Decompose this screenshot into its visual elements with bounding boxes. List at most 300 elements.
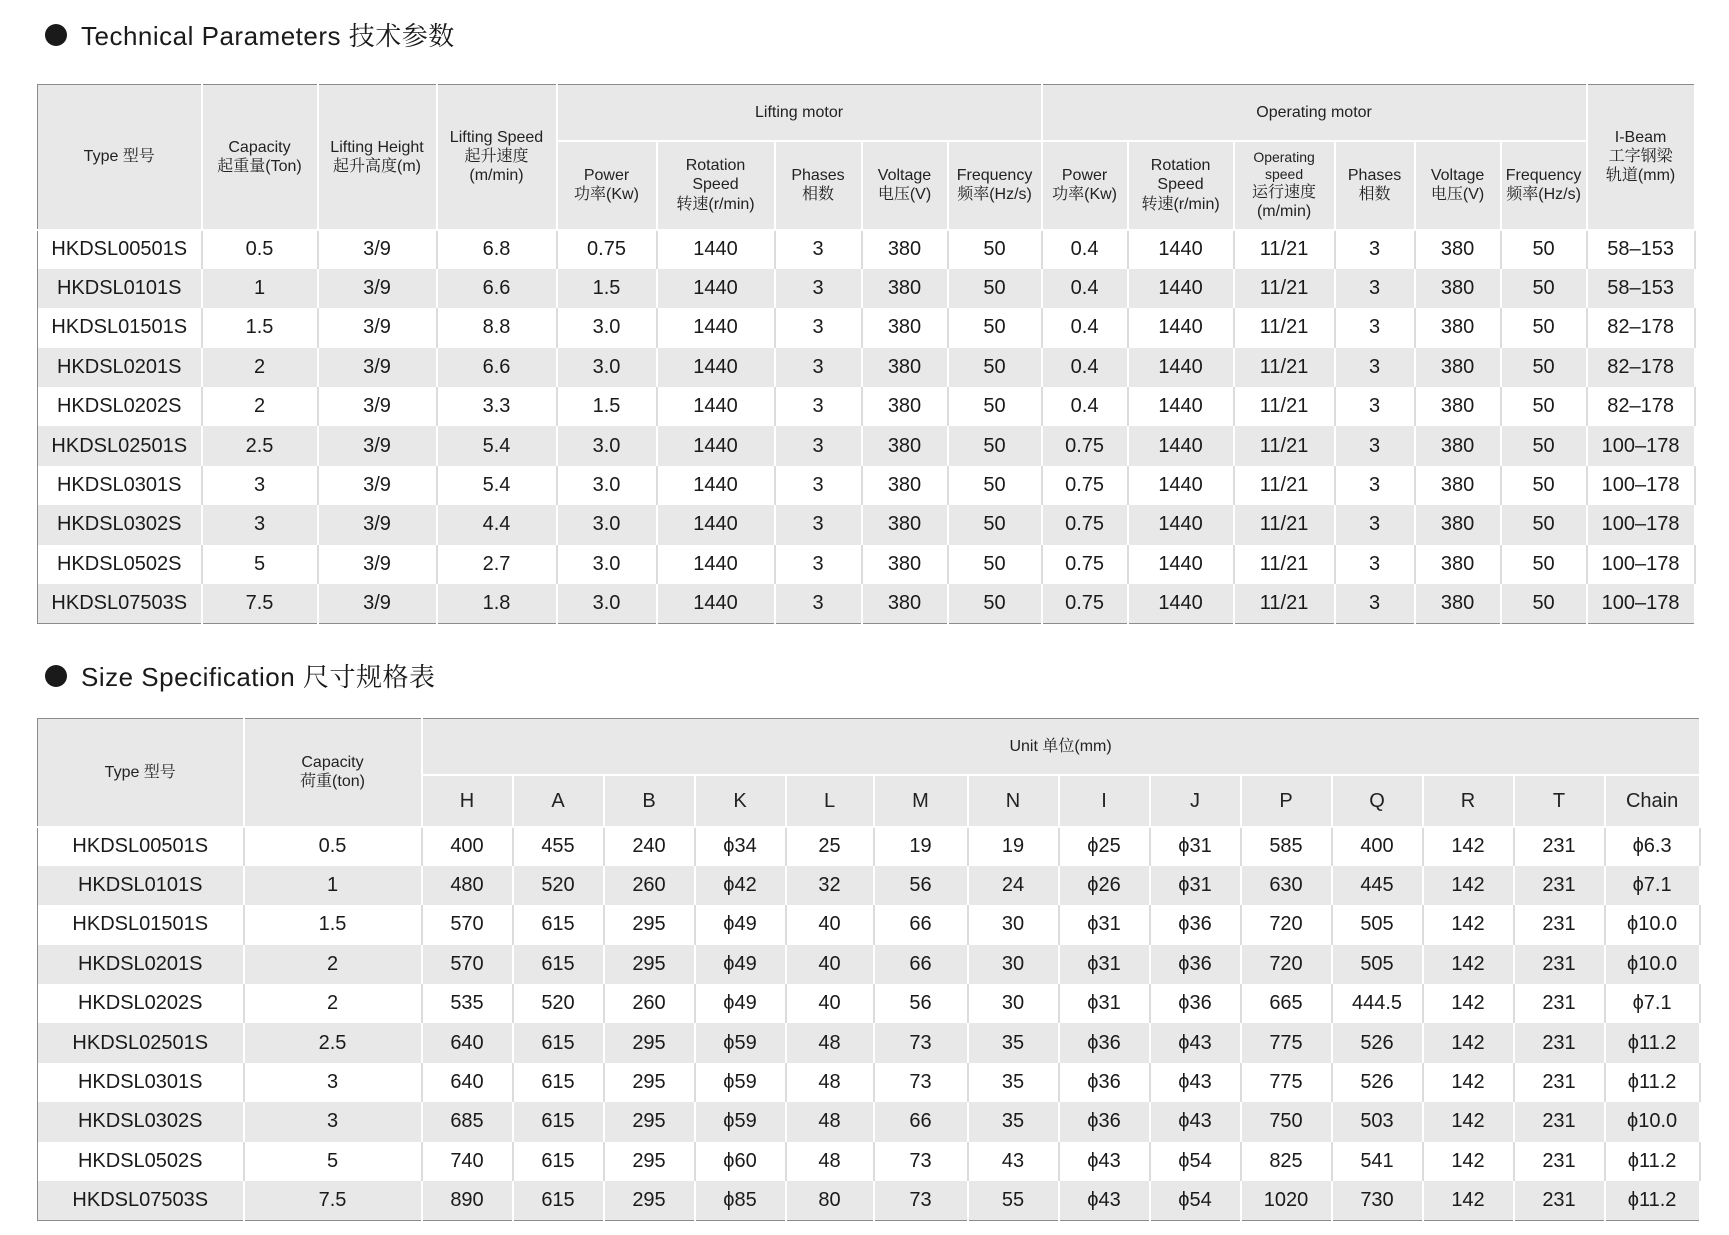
table-cell: 3	[1335, 269, 1415, 308]
table-cell: 570	[422, 905, 513, 944]
table-cell: 231	[1514, 1181, 1605, 1220]
header-capacity: Capacity 荷重(ton)	[244, 719, 422, 827]
table-cell: 58–153	[1587, 230, 1695, 269]
table-cell: 50	[1501, 269, 1587, 308]
table-cell: 503	[1332, 1102, 1423, 1141]
table-cell: 82–178	[1587, 348, 1695, 387]
table-cell: ϕ7.1	[1605, 866, 1700, 905]
table-cell: 11/21	[1234, 230, 1335, 269]
table-cell: 35	[968, 1063, 1059, 1102]
table-cell: 380	[1415, 308, 1501, 347]
table-cell: ϕ36	[1150, 905, 1241, 944]
table-cell: ϕ43	[1059, 1181, 1150, 1220]
table-cell: 3	[775, 584, 862, 623]
table-cell: 3	[1335, 387, 1415, 426]
table-cell: 1.5	[244, 905, 422, 944]
table-cell: 7.5	[202, 584, 318, 623]
table-cell: 231	[1514, 827, 1605, 866]
table-cell: 2.7	[437, 545, 557, 584]
table-row	[38, 230, 1695, 269]
table-cell: 3.0	[557, 584, 657, 623]
table-cell: ϕ10.0	[1605, 945, 1700, 984]
table-cell: 3	[775, 466, 862, 505]
table-cell: 380	[862, 505, 948, 544]
table-cell: 480	[422, 866, 513, 905]
table-cell: 19	[968, 827, 1059, 866]
table-row	[38, 1023, 1700, 1062]
table-row	[38, 905, 1700, 944]
table-cell: 231	[1514, 945, 1605, 984]
table-cell: 615	[513, 1023, 604, 1062]
header-lm-power: Power 功率(Kw)	[557, 141, 657, 230]
table-cell: 3	[775, 545, 862, 584]
table-cell: 11/21	[1234, 308, 1335, 347]
table-cell: ϕ43	[1150, 1102, 1241, 1141]
table-cell: 25	[786, 827, 874, 866]
table-cell: 50	[1501, 584, 1587, 623]
table-cell: 0.4	[1042, 348, 1128, 387]
table-cell: 3.0	[557, 426, 657, 465]
table-cell: 8.8	[437, 308, 557, 347]
table-cell: 50	[1501, 348, 1587, 387]
table-cell: ϕ26	[1059, 866, 1150, 905]
table-cell: 1440	[1128, 545, 1234, 584]
table-cell: 30	[968, 984, 1059, 1023]
table-cell: ϕ60	[695, 1142, 786, 1181]
table-cell: 1440	[1128, 426, 1234, 465]
table-cell: 142	[1423, 1102, 1514, 1141]
table-cell: 1440	[1128, 348, 1234, 387]
table-cell: 100–178	[1587, 584, 1695, 623]
table-cell: 142	[1423, 1181, 1514, 1220]
table-cell: 1440	[1128, 387, 1234, 426]
table-cell: 541	[1332, 1142, 1423, 1181]
table-cell: 3/9	[318, 466, 437, 505]
type-cell: HKDSL0201S	[38, 945, 244, 984]
technical-parameters-table	[37, 84, 1696, 624]
header-unit: Unit 单位(mm)	[422, 719, 1700, 775]
table-cell: 445	[1332, 866, 1423, 905]
table-cell: 295	[604, 1142, 695, 1181]
table-cell: 3	[775, 269, 862, 308]
table-cell: 4.4	[437, 505, 557, 544]
table-cell: 3	[775, 505, 862, 544]
table-cell: 240	[604, 827, 695, 866]
table-cell: 380	[1415, 426, 1501, 465]
table-cell: 0.75	[557, 230, 657, 269]
table-cell: 3	[1335, 426, 1415, 465]
table-cell: 24	[968, 866, 1059, 905]
type-cell: HKDSL0502S	[38, 545, 202, 584]
table-cell: 50	[948, 230, 1042, 269]
header-lm-frequency: Frequency 频率(Hz/s)	[948, 141, 1042, 230]
table-cell: 380	[1415, 230, 1501, 269]
table-cell: 11/21	[1234, 584, 1335, 623]
table-cell: ϕ49	[695, 945, 786, 984]
table-cell: 0.75	[1042, 505, 1128, 544]
type-cell: HKDSL0302S	[38, 1102, 244, 1141]
table-cell: 615	[513, 1181, 604, 1220]
table-cell: 30	[968, 945, 1059, 984]
type-cell: HKDSL07503S	[38, 1181, 244, 1220]
table-cell: 400	[422, 827, 513, 866]
table-cell: 48	[786, 1142, 874, 1181]
table-cell: 0.5	[244, 827, 422, 866]
table-cell: 640	[422, 1023, 513, 1062]
size-specification-body	[38, 827, 1700, 1221]
table-cell: ϕ43	[1150, 1063, 1241, 1102]
table-cell: 3	[202, 466, 318, 505]
bullet-icon	[45, 24, 67, 46]
table-cell: 380	[862, 584, 948, 623]
table-cell: 231	[1514, 1102, 1605, 1141]
type-cell: HKDSL0202S	[38, 387, 202, 426]
table-cell: 3.0	[557, 505, 657, 544]
table-cell: ϕ31	[1150, 866, 1241, 905]
table-cell: 50	[1501, 466, 1587, 505]
table-cell: 48	[786, 1063, 874, 1102]
table-cell: 380	[862, 426, 948, 465]
table-cell: 380	[1415, 387, 1501, 426]
header-dimension: K	[695, 775, 786, 827]
table-cell: 50	[1501, 308, 1587, 347]
table-cell: 1440	[1128, 505, 1234, 544]
table-cell: 526	[1332, 1063, 1423, 1102]
table-cell: 1440	[1128, 584, 1234, 623]
table-cell: 100–178	[1587, 466, 1695, 505]
table-cell: 295	[604, 1023, 695, 1062]
header-lm-voltage: Voltage 电压(V)	[862, 141, 948, 230]
technical-parameters-body	[38, 230, 1695, 624]
type-cell: HKDSL02501S	[38, 1023, 244, 1062]
table-cell: 0.4	[1042, 269, 1128, 308]
table-cell: 3.3	[437, 387, 557, 426]
table-cell: 3/9	[318, 387, 437, 426]
header-om-voltage: Voltage 电压(V)	[1415, 141, 1501, 230]
table-cell: ϕ85	[695, 1181, 786, 1220]
table-cell: 50	[1501, 387, 1587, 426]
table-row	[38, 387, 1695, 426]
table-cell: 1.5	[202, 308, 318, 347]
table-cell: 1440	[657, 426, 775, 465]
table-cell: 35	[968, 1102, 1059, 1141]
table-cell: 1	[202, 269, 318, 308]
table-cell: 11/21	[1234, 269, 1335, 308]
table-cell: ϕ36	[1150, 984, 1241, 1023]
header-dimension: R	[1423, 775, 1514, 827]
table-cell: ϕ11.2	[1605, 1181, 1700, 1220]
table-cell: 48	[786, 1102, 874, 1141]
section-title: Size Specification 尺寸规格表	[81, 662, 436, 692]
table-cell: ϕ54	[1150, 1142, 1241, 1181]
section-heading-size-specification	[45, 657, 435, 694]
table-cell: 1.5	[557, 269, 657, 308]
type-cell: HKDSL00501S	[38, 827, 244, 866]
table-cell: 380	[1415, 584, 1501, 623]
table-cell: ϕ49	[695, 905, 786, 944]
table-row	[38, 866, 1700, 905]
table-cell: 50	[1501, 545, 1587, 584]
type-cell: HKDSL0101S	[38, 866, 244, 905]
header-dimension: N	[968, 775, 1059, 827]
table-cell: 0.4	[1042, 230, 1128, 269]
header-dimension: Q	[1332, 775, 1423, 827]
table-cell: 1440	[657, 505, 775, 544]
type-cell: HKDSL00501S	[38, 230, 202, 269]
table-row	[38, 308, 1695, 347]
table-cell: 3	[775, 426, 862, 465]
table-cell: 1	[244, 866, 422, 905]
table-cell: 1.5	[557, 387, 657, 426]
table-cell: 50	[1501, 230, 1587, 269]
table-cell: 3	[244, 1102, 422, 1141]
table-cell: 3	[1335, 230, 1415, 269]
table-cell: 2.5	[202, 426, 318, 465]
table-cell: 3	[775, 308, 862, 347]
table-cell: 3	[202, 505, 318, 544]
table-cell: ϕ54	[1150, 1181, 1241, 1220]
header-lifting-motor: Lifting motor	[557, 85, 1042, 141]
header-dimension: Chain	[1605, 775, 1700, 827]
table-cell: 7.5	[244, 1181, 422, 1220]
table-cell: 142	[1423, 984, 1514, 1023]
table-cell: 0.75	[1042, 466, 1128, 505]
section-title: Technical Parameters 技术参数	[81, 21, 455, 51]
header-om-power: Power 功率(Kw)	[1042, 141, 1128, 230]
table-cell: 1440	[657, 584, 775, 623]
table-cell: 3	[1335, 545, 1415, 584]
header-dimension: A	[513, 775, 604, 827]
table-cell: 55	[968, 1181, 1059, 1220]
table-row	[38, 1181, 1700, 1220]
type-cell: HKDSL0202S	[38, 984, 244, 1023]
table-cell: 1440	[657, 348, 775, 387]
header-lifting-speed: Lifting Speed 起升速度 (m/min)	[437, 85, 557, 230]
table-cell: 890	[422, 1181, 513, 1220]
table-row	[38, 1142, 1700, 1181]
table-cell: 505	[1332, 905, 1423, 944]
table-cell: 380	[862, 545, 948, 584]
table-cell: 380	[1415, 505, 1501, 544]
table-cell: 380	[1415, 348, 1501, 387]
table-cell: 40	[786, 984, 874, 1023]
table-cell: 3	[1335, 348, 1415, 387]
table-cell: 3/9	[318, 348, 437, 387]
table-cell: 615	[513, 945, 604, 984]
header-dimension: T	[1514, 775, 1605, 827]
table-cell: 295	[604, 1102, 695, 1141]
table-cell: 5	[202, 545, 318, 584]
table-cell: 5.4	[437, 426, 557, 465]
type-cell: HKDSL01501S	[38, 905, 244, 944]
table-cell: 73	[874, 1142, 968, 1181]
table-cell: 2	[202, 387, 318, 426]
table-cell: 0.4	[1042, 387, 1128, 426]
table-cell: 2	[244, 945, 422, 984]
type-cell: HKDSL0301S	[38, 1063, 244, 1102]
table-cell: 50	[948, 426, 1042, 465]
table-row	[38, 348, 1695, 387]
table-cell: 400	[1332, 827, 1423, 866]
type-cell: HKDSL07503S	[38, 584, 202, 623]
table-cell: ϕ31	[1059, 905, 1150, 944]
table-cell: 100–178	[1587, 426, 1695, 465]
table-cell: 11/21	[1234, 545, 1335, 584]
type-cell: HKDSL0101S	[38, 269, 202, 308]
table-cell: 3	[775, 348, 862, 387]
table-cell: 80	[786, 1181, 874, 1220]
table-cell: 3.0	[557, 348, 657, 387]
header-dimension: B	[604, 775, 695, 827]
header-dimension: M	[874, 775, 968, 827]
table-row	[38, 827, 1700, 866]
table-cell: ϕ43	[1059, 1142, 1150, 1181]
table-cell: ϕ34	[695, 827, 786, 866]
table-cell: 66	[874, 905, 968, 944]
table-cell: ϕ59	[695, 1023, 786, 1062]
table-cell: 50	[948, 505, 1042, 544]
header-om-frequency: Frequency 频率(Hz/s)	[1501, 141, 1587, 230]
table-cell: ϕ11.2	[1605, 1023, 1700, 1062]
table-row	[38, 505, 1695, 544]
table-cell: 231	[1514, 866, 1605, 905]
table-cell: 73	[874, 1181, 968, 1220]
table-cell: 11/21	[1234, 348, 1335, 387]
table-row	[38, 426, 1695, 465]
table-cell: 142	[1423, 1023, 1514, 1062]
table-cell: 526	[1332, 1023, 1423, 1062]
type-cell: HKDSL0302S	[38, 505, 202, 544]
table-cell: 100–178	[1587, 505, 1695, 544]
table-cell: 640	[422, 1063, 513, 1102]
table-cell: 2.5	[244, 1023, 422, 1062]
table-cell: 50	[948, 308, 1042, 347]
table-cell: 1440	[657, 230, 775, 269]
table-cell: 685	[422, 1102, 513, 1141]
table-cell: 66	[874, 945, 968, 984]
table-cell: 570	[422, 945, 513, 984]
table-cell: ϕ42	[695, 866, 786, 905]
table-cell: 1440	[657, 545, 775, 584]
table-cell: ϕ43	[1150, 1023, 1241, 1062]
table-cell: 1440	[1128, 308, 1234, 347]
table-cell: 1440	[657, 308, 775, 347]
table-cell: 231	[1514, 1063, 1605, 1102]
table-row	[38, 1102, 1700, 1141]
table-cell: 1020	[1241, 1181, 1332, 1220]
table-row	[38, 466, 1695, 505]
table-cell: 40	[786, 945, 874, 984]
table-cell: ϕ31	[1059, 984, 1150, 1023]
table-cell: 231	[1514, 1023, 1605, 1062]
table-cell: 1440	[657, 269, 775, 308]
table-cell: 50	[948, 348, 1042, 387]
table-cell: 380	[1415, 466, 1501, 505]
table-cell: 295	[604, 1063, 695, 1102]
table-cell: 142	[1423, 827, 1514, 866]
table-cell: 142	[1423, 866, 1514, 905]
header-dimension: P	[1241, 775, 1332, 827]
type-cell: HKDSL01501S	[38, 308, 202, 347]
table-cell: 50	[1501, 426, 1587, 465]
table-row	[38, 984, 1700, 1023]
table-cell: 11/21	[1234, 466, 1335, 505]
table-cell: 825	[1241, 1142, 1332, 1181]
header-lifting-height: Lifting Height 起升高度(m)	[318, 85, 437, 230]
type-cell: HKDSL0502S	[38, 1142, 244, 1181]
table-cell: 665	[1241, 984, 1332, 1023]
table-cell: 142	[1423, 905, 1514, 944]
table-cell: 73	[874, 1023, 968, 1062]
table-cell: 1440	[1128, 269, 1234, 308]
table-cell: 1.8	[437, 584, 557, 623]
table-cell: 19	[874, 827, 968, 866]
table-cell: 231	[1514, 1142, 1605, 1181]
table-cell: 295	[604, 905, 695, 944]
table-cell: 11/21	[1234, 387, 1335, 426]
table-cell: ϕ11.2	[1605, 1142, 1700, 1181]
table-cell: 295	[604, 945, 695, 984]
table-cell: 380	[862, 230, 948, 269]
header-type: Type 型号	[38, 85, 202, 230]
table-cell: 73	[874, 1063, 968, 1102]
table-cell: 0.75	[1042, 426, 1128, 465]
table-cell: 100–178	[1587, 545, 1695, 584]
table-cell: 380	[862, 308, 948, 347]
table-cell: 380	[862, 348, 948, 387]
table-cell: 3.0	[557, 308, 657, 347]
table-cell: ϕ11.2	[1605, 1063, 1700, 1102]
table-cell: 30	[968, 905, 1059, 944]
table-cell: 11/21	[1234, 505, 1335, 544]
table-cell: 40	[786, 905, 874, 944]
header-dimension: H	[422, 775, 513, 827]
table-cell: 630	[1241, 866, 1332, 905]
table-cell: 3/9	[318, 308, 437, 347]
table-cell: 0.5	[202, 230, 318, 269]
table-cell: 3/9	[318, 426, 437, 465]
table-cell: 775	[1241, 1023, 1332, 1062]
table-cell: 615	[513, 905, 604, 944]
table-cell: 3	[1335, 505, 1415, 544]
table-cell: 3/9	[318, 505, 437, 544]
table-cell: 444.5	[1332, 984, 1423, 1023]
table-cell: ϕ49	[695, 984, 786, 1023]
table-cell: 50	[948, 466, 1042, 505]
table-cell: 32	[786, 866, 874, 905]
table-cell: 3	[775, 230, 862, 269]
table-cell: 66	[874, 1102, 968, 1141]
table-cell: ϕ36	[1059, 1023, 1150, 1062]
table-cell: 380	[1415, 545, 1501, 584]
table-cell: 3	[1335, 466, 1415, 505]
table-cell: 380	[862, 387, 948, 426]
table-cell: 720	[1241, 945, 1332, 984]
table-cell: 380	[1415, 269, 1501, 308]
header-operating-motor: Operating motor	[1042, 85, 1587, 141]
table-cell: 380	[862, 466, 948, 505]
table-cell: 720	[1241, 905, 1332, 944]
type-cell: HKDSL02501S	[38, 426, 202, 465]
table-cell: 615	[513, 1063, 604, 1102]
table-cell: 56	[874, 984, 968, 1023]
header-type: Type 型号	[38, 719, 244, 827]
header-capacity: Capacity 起重量(Ton)	[202, 85, 318, 230]
table-cell: 3.0	[557, 466, 657, 505]
table-cell: 2	[244, 984, 422, 1023]
table-cell: 231	[1514, 905, 1605, 944]
table-cell: ϕ59	[695, 1063, 786, 1102]
